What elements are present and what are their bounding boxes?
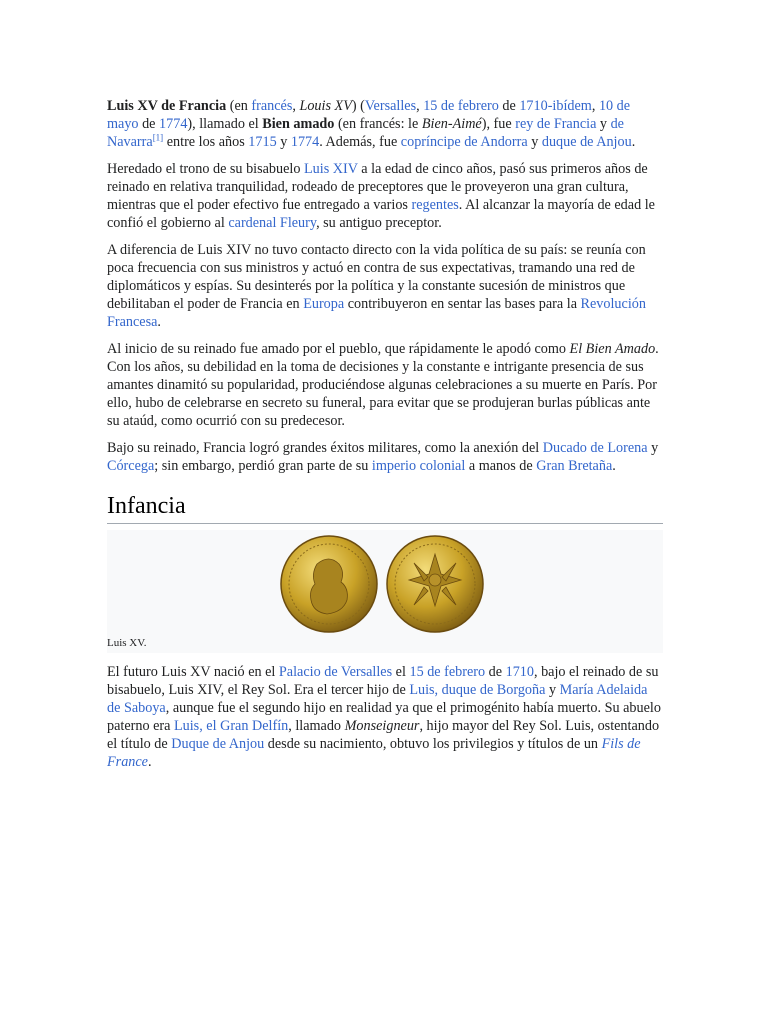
link-duque-de-anjou-2[interactable]: Duque de Anjou (171, 736, 265, 752)
link-fils-de-france[interactable]: Fils de France (107, 736, 641, 770)
link-imperio-colonial[interactable]: imperio colonial (371, 458, 466, 474)
link-1774-end[interactable]: 1774 (290, 134, 320, 150)
link-1715[interactable]: 1715 (248, 134, 277, 150)
link-coprincipe-andorra[interactable]: copríncipe de Andorra (400, 134, 528, 150)
link-luis-duque-borgona[interactable]: Luis, duque de Borgoña (409, 682, 546, 698)
link-maria-adelaida[interactable]: María Adelaida de Saboya (107, 682, 648, 716)
coin-image[interactable] (277, 534, 492, 634)
link-cardenal-fleury[interactable]: cardenal Fleury (228, 215, 317, 231)
figure-coins (107, 530, 663, 653)
link-luis-xiv[interactable]: Luis XIV (304, 161, 358, 177)
paragraph-diferencia: A diferencia de Luis XIV no tuvo contacto directo con la vida política de su país: se reunía con poca frecuencia con sus ministros y actuó en contra de sus expectativas, tramando una red de diplomáticos y espías. Su desinterés por la política y la constante sucesión de ministros que debilitaban el poder de Francia en Europa contribuyeron en sentar las bases para la Revolución Francesa. (107, 242, 646, 330)
paragraph-futuro-luis: El futuro Luis XV nació en el Palacio de Versalles el 15 de febrero de 1710, bajo el reinado de su bisabuelo, Luis XIV, el Rey Sol. Era el tercer hijo de Luis, duque de Borgoña y María Adelaida de Saboya, aunque fue el segundo hijo en realidad ya que el primogénito había muerto. Su abuelo paterno era Luis, el Gran Delfín, llamado Monseigneur, hijo mayor del Rey Sol. Luis, ostentando el título de Duque de Anjou desde su nacimiento, obtuvo los privilegios y títulos de un Fils de France. (107, 664, 661, 770)
paragraph-heredado: Heredado el trono de su bisabuelo Luis XIV a la edad de cinco años, pasó sus primeros años de reinado en relativa tranquilidad, rodeado de preceptores que le proveyeron una gran cultura, mientras que el poder efectivo fue entregado a varios regentes. Al alcanzar la mayoría de edad le confió el gobierno al cardenal Fleury, su antiguo preceptor. (107, 161, 655, 231)
link-de-navarra[interactable]: de Navarra (107, 116, 624, 150)
reference-1[interactable]: [1] (152, 132, 164, 143)
article-subject: Luis XV de Francia (107, 98, 227, 114)
link-versalles[interactable]: Versalles (364, 98, 417, 114)
figure-caption: Luis XV. (107, 637, 147, 649)
link-1774[interactable]: 1774 (159, 116, 188, 132)
link-gran-bretana[interactable]: Gran Bretaña (536, 458, 613, 474)
link-regentes[interactable]: regentes (411, 197, 459, 213)
link-revolucion-francesa[interactable]: Revolución Francesa (107, 296, 646, 330)
link-1710[interactable]: 1710 (505, 664, 534, 680)
link-rey-de-francia[interactable]: rey de Francia (515, 116, 597, 132)
link-1710-ibidem[interactable]: 1710-ibídem (519, 98, 592, 114)
link-frances[interactable]: francés (251, 98, 293, 114)
paragraph-bajo-reinado: Bajo su reinado, Francia logró grandes éxitos militares, como la anexión del Ducado de Lorena y Córcega; sin embargo, perdió gran parte de su imperio colonial a manos de Gran Bretaña. (107, 440, 659, 474)
link-15-febrero[interactable]: 15 de febrero (423, 98, 499, 114)
link-duque-de-anjou[interactable]: duque de Anjou (541, 134, 632, 150)
link-corcega[interactable]: Córcega (107, 458, 155, 474)
link-15-febrero-2[interactable]: 15 de febrero (409, 664, 486, 680)
intro-paragraph: Luis XV de Francia (en francés, Louis XV) (Versalles, 15 de febrero de 1710-ibídem, 10 de mayo de 1774), llamado el Bien amado (en francés: le Bien-Aimé), fue rey de Francia y de Navarra[1] entre los años 1715 y 1774. Además, fue copríncipe de Andorra y duque de Anjou. (107, 98, 636, 150)
link-10-mayo[interactable]: 10 de mayo (107, 98, 631, 132)
link-ducado-de-lorena[interactable]: Ducado de Lorena (542, 440, 648, 456)
link-palacio-de-versalles[interactable]: Palacio de Versalles (278, 664, 393, 680)
section-heading-infancia: Infancia (107, 492, 663, 524)
article-content (107, 97, 663, 780)
link-gran-delfin[interactable]: Luis, el Gran Delfín (173, 718, 289, 734)
paragraph-inicio-reinado: Al inicio de su reinado fue amado por el pueblo, que rápidamente le apodó como El Bien Amado. Con los años, su debilidad en la toma de decisiones y la constante e intrigante presencia de sus amantes dinamitó su popularidad, produciéndose algunas celebraciones a su muerte en París. Por ello, hubo de celebrarse en secreto su funeral, para evitar que se produjeran burlas públicas ante su ataúd, como ocurrió con su predecesor. (107, 341, 659, 429)
link-europa[interactable]: Europa (303, 296, 345, 312)
